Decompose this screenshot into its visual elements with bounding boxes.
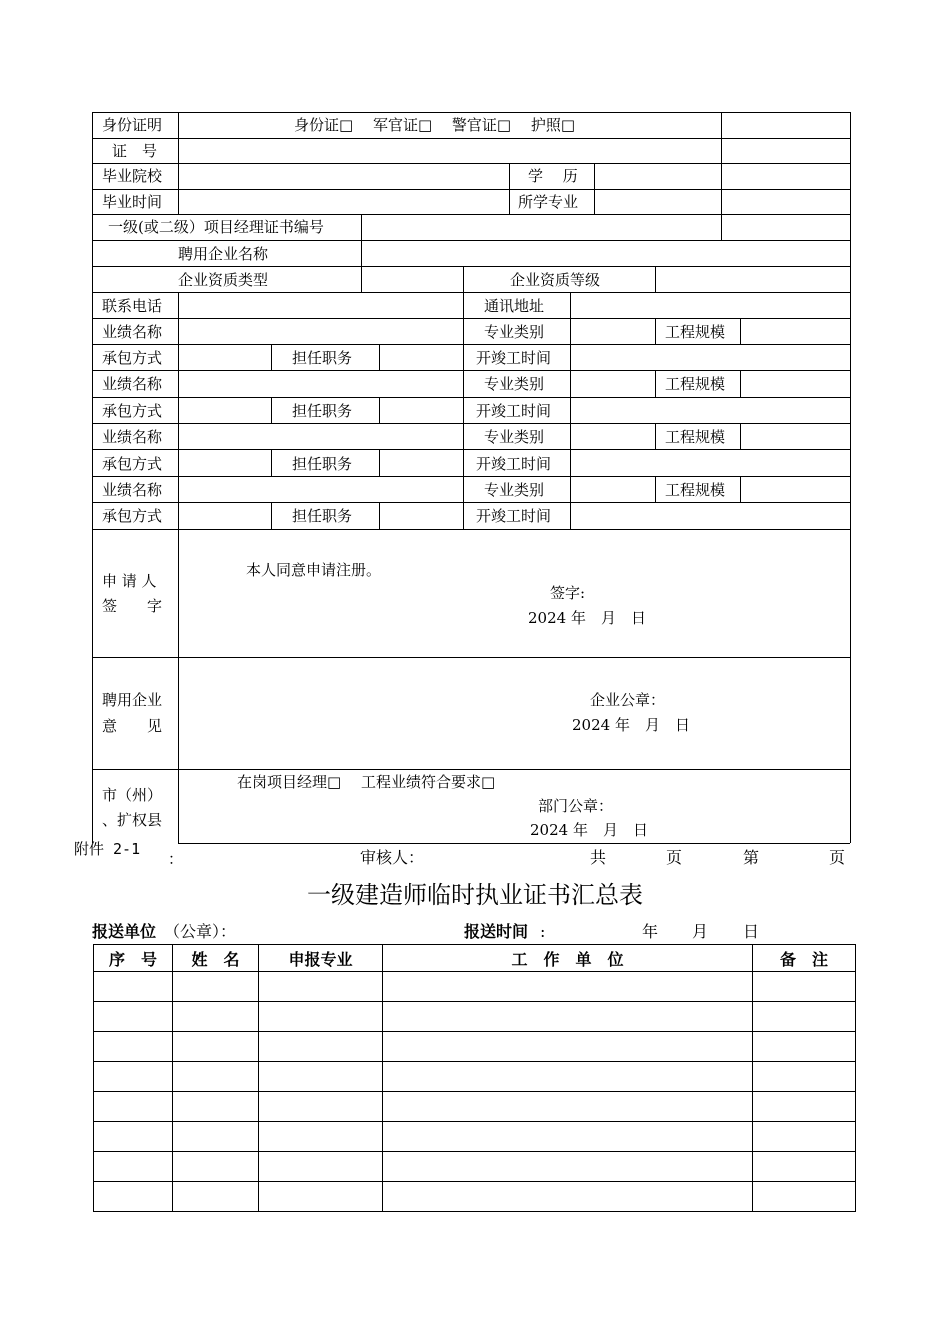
contract-label: 承包方式	[102, 455, 163, 473]
grad-time-label: 毕业时间	[102, 193, 163, 211]
perf-name-label: 业绩名称	[102, 481, 163, 499]
remarks-cell[interactable]	[753, 1182, 856, 1212]
table-row	[94, 1062, 856, 1092]
qual-grade-label: 企业资质等级	[510, 271, 601, 289]
phone-label: 联系电话	[102, 297, 163, 315]
employer-cell[interactable]	[383, 1152, 753, 1182]
remarks-cell[interactable]	[753, 1002, 856, 1032]
submitter-label: 报送单位	[92, 922, 157, 941]
school-label: 毕业院校	[102, 167, 163, 185]
specialty-cell[interactable]	[259, 1032, 383, 1062]
pm-cert-label: 一级(或二级）项目经理证书编号	[108, 218, 324, 236]
header-remarks: 备 注	[753, 945, 856, 972]
perf-name-label: 业绩名称	[102, 323, 163, 341]
name-cell[interactable]	[173, 1032, 259, 1062]
table-row	[94, 1092, 856, 1122]
employer-cell[interactable]	[383, 1062, 753, 1092]
city-review-options[interactable]: 在岗项目经理□ 工程业绩符合要求□	[237, 773, 496, 791]
city-label-line1: 市（州）	[102, 786, 163, 804]
remarks-cell[interactable]	[753, 1092, 856, 1122]
table-row	[94, 1032, 856, 1062]
id-type-options[interactable]: 身份证□ 军官证□ 警官证□ 护照□	[294, 116, 575, 134]
name-cell[interactable]	[173, 1062, 259, 1092]
specialty-cell[interactable]	[259, 1182, 383, 1212]
employer-opinion-line2: 意 见	[102, 717, 163, 735]
name-cell[interactable]	[173, 1092, 259, 1122]
submit-time-colon: :	[540, 922, 546, 941]
qual-type-label: 企业资质类型	[178, 271, 269, 289]
remarks-cell[interactable]	[753, 1062, 856, 1092]
name-cell[interactable]	[173, 1182, 259, 1212]
contract-label: 承包方式	[102, 349, 163, 367]
submitter-seal: （公章）：	[164, 922, 237, 941]
summary-table-body	[94, 972, 856, 1212]
employer-date: 2024 年 月 日	[572, 716, 690, 734]
employer-label: 聘用企业名称	[178, 245, 269, 263]
employer-cell[interactable]	[383, 1002, 753, 1032]
applicant-consent: 本人同意申请注册。	[246, 561, 382, 579]
period-label: 开竣工时间	[476, 455, 552, 473]
name-cell[interactable]	[173, 1122, 259, 1152]
reviewer-label: 审核人：	[360, 848, 425, 867]
serial-cell[interactable]	[94, 1092, 173, 1122]
specialty-label: 专业类别	[484, 481, 545, 499]
summary-header-row	[94, 945, 856, 972]
dept-seal-label: 部门公章：	[538, 797, 614, 815]
serial-cell[interactable]	[94, 1182, 173, 1212]
position-label: 担任职务	[292, 402, 353, 420]
name-cell[interactable]	[173, 1002, 259, 1032]
period-label: 开竣工时间	[476, 349, 552, 367]
company-seal-label: 企业公章：	[590, 691, 666, 709]
position-label: 担任职务	[292, 507, 353, 525]
table-row	[94, 972, 856, 1002]
specialty-label: 专业类别	[484, 323, 545, 341]
attachment-label: 附件 2-1	[74, 840, 141, 858]
employer-cell[interactable]	[383, 972, 753, 1002]
period-label: 开竣工时间	[476, 507, 552, 525]
serial-cell[interactable]	[94, 1152, 173, 1182]
cert-no-label: 证 号	[112, 142, 158, 160]
scale-label: 工程规模	[665, 428, 726, 446]
applicant-label-line2: 签 字	[102, 597, 163, 615]
specialty-cell[interactable]	[259, 1152, 383, 1182]
serial-cell[interactable]	[94, 1032, 173, 1062]
table-row	[94, 1002, 856, 1032]
serial-cell[interactable]	[94, 1062, 173, 1092]
day-label: 日	[743, 922, 760, 941]
specialty-cell[interactable]	[259, 972, 383, 1002]
header-employer: 工 作 单 位	[383, 945, 753, 972]
remarks-cell[interactable]	[753, 1032, 856, 1062]
serial-cell[interactable]	[94, 1002, 173, 1032]
scale-label: 工程规模	[665, 481, 726, 499]
specialty-cell[interactable]	[259, 1122, 383, 1152]
employer-cell[interactable]	[383, 1122, 753, 1152]
address-label: 通讯地址	[484, 297, 545, 315]
employer-opinion-line1: 聘用企业	[102, 691, 163, 709]
id-proof-label: 身份证明	[102, 116, 163, 134]
serial-cell[interactable]	[94, 972, 173, 1002]
signature-label: 签字:	[550, 584, 586, 602]
remarks-cell[interactable]	[753, 972, 856, 1002]
table-row	[94, 1152, 856, 1182]
position-label: 担任职务	[292, 349, 353, 367]
summary-table	[93, 944, 856, 1212]
page-unit-label: 页	[829, 848, 846, 867]
header-specialty: 申报专业	[259, 945, 383, 972]
scale-label: 工程规模	[665, 323, 726, 341]
header-serial: 序 号	[94, 945, 173, 972]
applicant-date: 2024 年 月 日	[528, 609, 646, 627]
submit-time-label: 报送时间	[464, 922, 529, 941]
summary-title: 一级建造师临时执业证书汇总表	[307, 881, 643, 909]
name-cell[interactable]	[173, 972, 259, 1002]
perf-name-label: 业绩名称	[102, 428, 163, 446]
employer-cell[interactable]	[383, 1092, 753, 1122]
pages-total-label: 共	[590, 848, 607, 867]
employer-cell[interactable]	[383, 1182, 753, 1212]
specialty-label: 专业类别	[484, 428, 545, 446]
position-label: 担任职务	[292, 455, 353, 473]
city-label-line2: 、扩权县	[102, 811, 163, 829]
footer-colon: ：	[168, 850, 184, 868]
specialty-cell[interactable]	[259, 1092, 383, 1122]
city-date: 2024 年 月 日	[530, 821, 648, 839]
month-label: 月	[692, 922, 709, 941]
scale-label: 工程规模	[665, 375, 726, 393]
employer-cell[interactable]	[383, 1032, 753, 1062]
pages-unit-label: 页	[666, 848, 683, 867]
applicant-label-line1: 申 请 人	[102, 572, 157, 590]
contract-label: 承包方式	[102, 507, 163, 525]
education-label: 学 历	[528, 167, 578, 185]
major-label: 所学专业	[518, 193, 579, 211]
remarks-cell[interactable]	[753, 1152, 856, 1182]
specialty-label: 专业类别	[484, 375, 545, 393]
year-label: 年	[642, 922, 659, 941]
contract-label: 承包方式	[102, 402, 163, 420]
page-no-label: 第	[743, 848, 760, 867]
header-name: 姓 名	[173, 945, 259, 972]
remarks-cell[interactable]	[753, 1122, 856, 1152]
specialty-cell[interactable]	[259, 1062, 383, 1092]
period-label: 开竣工时间	[476, 402, 552, 420]
perf-name-label: 业绩名称	[102, 375, 163, 393]
table-row	[94, 1182, 856, 1212]
name-cell[interactable]	[173, 1152, 259, 1182]
table-row	[94, 1122, 856, 1152]
serial-cell[interactable]	[94, 1122, 173, 1152]
specialty-cell[interactable]	[259, 1002, 383, 1032]
